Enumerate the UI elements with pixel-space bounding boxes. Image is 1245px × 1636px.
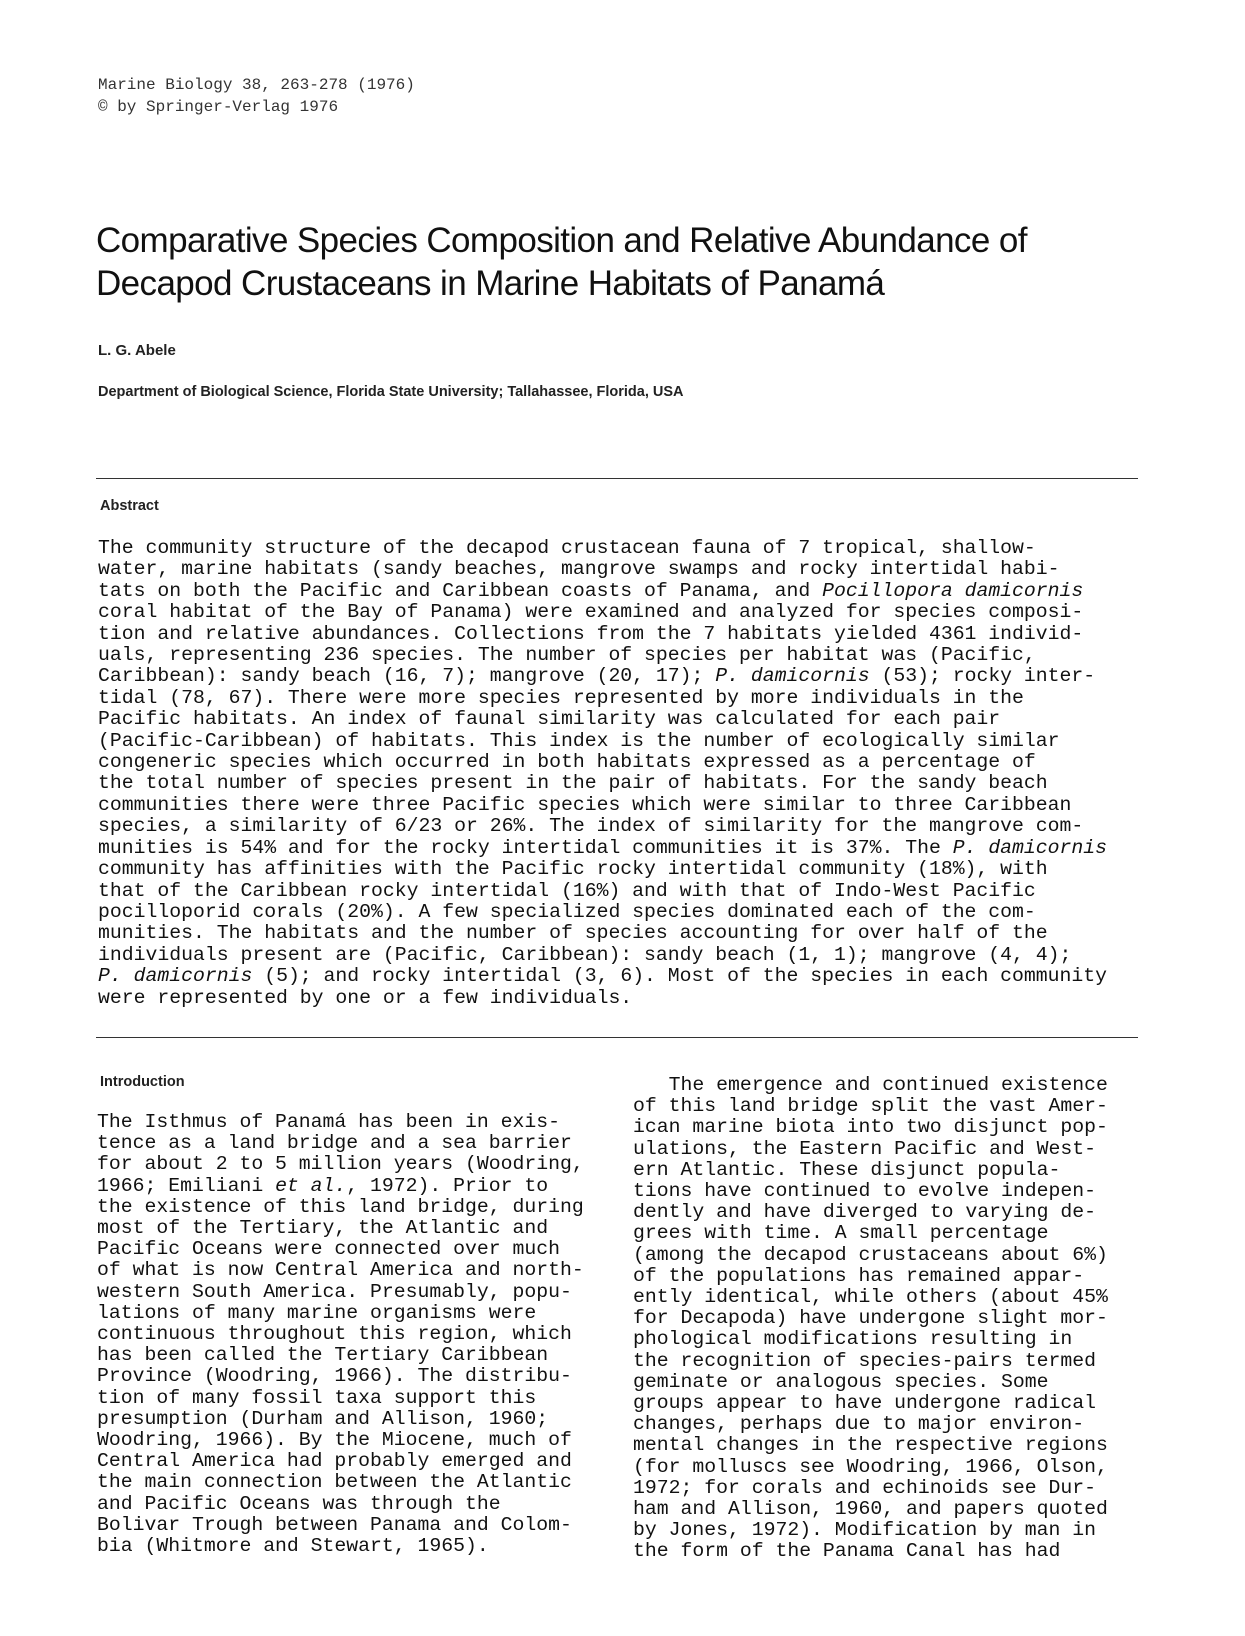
paper-title (96, 219, 1176, 305)
introduction-line: presumption (Durham and Allison, 1960; (97, 1407, 549, 1430)
introduction-line: ern Atlantic. These disjunct popula- (633, 1158, 1061, 1181)
introduction-line: Province (Woodring, 1966). The distribu- (97, 1365, 572, 1388)
introduction-line: tions have continued to evolve indepen- (633, 1180, 1096, 1203)
abstract-line: uals, representing 236 species. The number of species per habitat was (Pacific, (98, 644, 1036, 667)
introduction-line: phological modifications resulting in (633, 1328, 1073, 1351)
introduction-line: 1966; Emiliani et al., 1972). Prior to (97, 1174, 549, 1197)
introduction-line: for Decapoda) have undergone slight mor- (633, 1307, 1108, 1330)
introduction-line: has been called the Tertiary Caribbean (97, 1344, 549, 1367)
introduction-line: The emergence and continued existence (633, 1074, 1108, 1096)
introduction-line: grees with time. A small percentage (633, 1222, 1049, 1245)
introduction-line: geminate or analogous species. Some (633, 1370, 1049, 1393)
introduction-line: Woodring, 1966). By the Miocene, much of (97, 1429, 572, 1452)
introduction-line: ently identical, while others (about 45% (633, 1286, 1108, 1309)
introduction-line: the form of the Panama Canal has had (633, 1540, 1061, 1563)
introduction-line: of what is now Central America and north- (97, 1259, 584, 1282)
paper-title-line: Decapod Crustaceans in Marine Habitats of Panamá (96, 264, 885, 303)
introduction-line: bia (Whitmore and Stewart, 1965). (97, 1535, 489, 1558)
introduction-column-left (97, 1112, 617, 1557)
abstract-body (98, 538, 1158, 1009)
abstract-heading: Abstract (100, 498, 159, 514)
introduction-line: groups appear to have undergone radical (633, 1392, 1096, 1415)
abstract-line: community has affinities with the Pacific rocky intertidal community (18%), with (98, 858, 1048, 881)
abstract-line: P. damicornis (5); and rocky intertidal (3, 6). Most of the species in each community (98, 965, 1108, 988)
introduction-heading: Introduction (100, 1074, 185, 1090)
author-name: L. G. Abele (98, 342, 176, 359)
introduction-line: the main connection between the Atlantic (97, 1471, 572, 1494)
introduction-line: The Isthmus of Panamá has been in exis- (97, 1111, 560, 1133)
abstract-line: the total number of species present in the pair of habitats. For the sandy beach (98, 772, 1048, 795)
abstract-line: Pacific habitats. An index of faunal similarity was calculated for each pair (98, 708, 1001, 731)
abstract-line: communities there were three Pacific species which were similar to three Caribbean (98, 793, 1072, 816)
introduction-column-right (633, 1075, 1153, 1563)
abstract-line: congeneric species which occurred in both habitats expressed as a percentage of (98, 751, 1036, 774)
paper-title-line: Comparative Species Composition and Relative Abundance of (96, 221, 1027, 260)
introduction-line: changes, perhaps due to major environ- (633, 1413, 1085, 1436)
abstract-line: Caribbean): sandy beach (16, 7); mangrove (20, 17); P. damicornis (53); rocky inter- (98, 665, 1096, 688)
abstract-line: pocilloporid corals (20%). A few specialized species dominated each of the com- (98, 900, 1036, 923)
introduction-line: mental changes in the respective regions (633, 1434, 1108, 1457)
abstract-line: individuals present are (Pacific, Caribbean): sandy beach (1, 1); mangrove (4, 4); (98, 943, 1072, 966)
abstract-line: munities is 54% and for the rocky intertidal communities it is 37%. The P. damicornis (98, 836, 1108, 859)
introduction-line: lations of many marine organisms were (97, 1301, 537, 1324)
abstract-line: water, marine habitats (sandy beaches, mangrove swamps and rocky intertidal habi- (98, 558, 1060, 581)
introduction-line: continuous throughout this region, which (97, 1323, 572, 1346)
introduction-line: tion of many fossil taxa support this (97, 1386, 537, 1409)
introduction-line: Pacific Oceans were connected over much (97, 1238, 560, 1261)
introduction-line: the existence of this land bridge, during (97, 1195, 584, 1218)
introduction-line: (among the decapod crustaceans about 6%) (633, 1243, 1108, 1266)
introduction-line: 1972; for corals and echinoids see Dur- (633, 1476, 1096, 1499)
abstract-line: munities. The habitats and the number of species accounting for over half of the (98, 922, 1048, 945)
abstract-bottom-divider (96, 1037, 1138, 1038)
introduction-line: Central America had probably emerged and (97, 1450, 572, 1473)
abstract-line: The community structure of the decapod crustacean fauna of 7 tropical, shallow- (98, 537, 1036, 559)
abstract-line: coral habitat of the Bay of Panama) were examined and analyzed for species composi- (98, 601, 1084, 624)
author-affiliation: Department of Biological Science, Florida State University; Tallahassee, Florida, USA (98, 384, 684, 400)
introduction-line: of the populations has remained appar- (633, 1264, 1085, 1287)
introduction-line: most of the Tertiary, the Atlantic and (97, 1217, 549, 1240)
abstract-line: tats on both the Pacific and Caribbean coasts of Panama, and Pocillopora damicornis (98, 579, 1084, 602)
abstract-line: (Pacific-Caribbean) of habitats. This index is the number of ecologically similar (98, 729, 1060, 752)
introduction-line: of this land bridge split the vast Amer- (633, 1095, 1108, 1118)
journal-citation: Marine Biology 38, 263-278 (1976) (98, 76, 415, 94)
abstract-line: species, a similarity of 6/23 or 26%. The index of similarity for the mangrove com- (98, 815, 1084, 838)
introduction-line: ham and Allison, 1960, and papers quoted (633, 1498, 1108, 1521)
introduction-line: (for molluscs see Woodring, 1966, Olson, (633, 1455, 1108, 1478)
introduction-line: the recognition of species-pairs termed (633, 1349, 1096, 1372)
abstract-line: that of the Caribbean rocky intertidal (16%) and with that of Indo-West Pacific (98, 879, 1036, 902)
introduction-line: ulations, the Eastern Pacific and West- (633, 1137, 1096, 1160)
introduction-line: western South America. Presumably, popu- (97, 1280, 572, 1303)
abstract-line: tidal (78, 67). There were more species represented by more individuals in the (98, 686, 1024, 709)
journal-header (98, 74, 415, 118)
introduction-line: tence as a land bridge and a sea barrier (97, 1132, 572, 1155)
introduction-line: ican marine biota into two disjunct pop- (633, 1116, 1108, 1139)
abstract-line: tion and relative abundances. Collections from the 7 habitats yielded 4361 individ- (98, 622, 1084, 645)
abstract-line: were represented by one or a few individuals. (98, 986, 633, 1009)
journal-copyright: © by Springer-Verlag 1976 (98, 98, 339, 116)
introduction-line: dently and have diverged to varying de- (633, 1201, 1096, 1224)
abstract-top-divider (96, 478, 1138, 479)
introduction-line: and Pacific Oceans was through the (97, 1492, 501, 1515)
introduction-line: by Jones, 1972). Modification by man in (633, 1519, 1096, 1542)
introduction-line: Bolivar Trough between Panama and Colom- (97, 1513, 572, 1536)
introduction-line: for about 2 to 5 million years (Woodring, (97, 1153, 584, 1176)
